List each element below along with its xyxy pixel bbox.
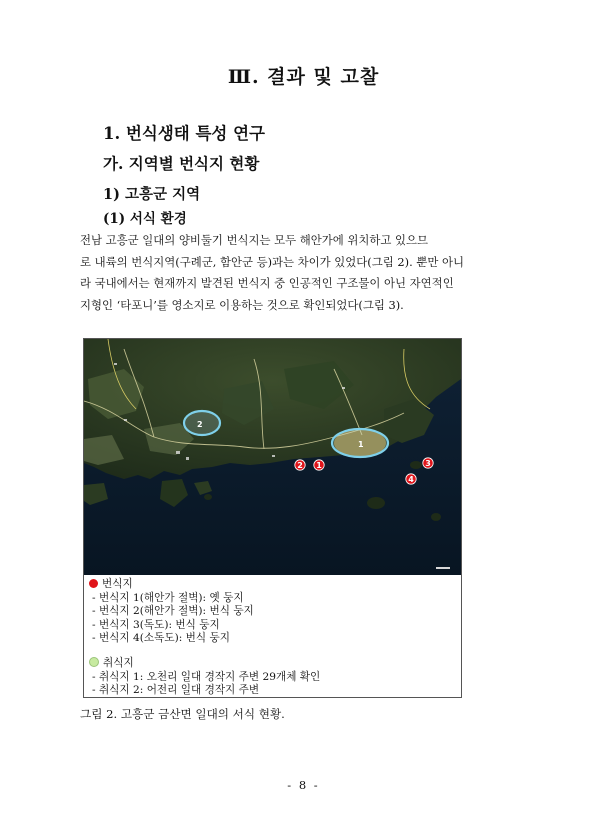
breeding-marker-1 bbox=[314, 460, 324, 470]
red-dot-icon bbox=[89, 579, 98, 588]
body-line: 라 국내에서는 현재까지 발견된 번식지 중 인공적인 구조물이 아닌 자연적인 bbox=[80, 276, 454, 290]
legend-item: - 번식지 4(소독도): 번식 둥지 bbox=[92, 632, 230, 645]
breeding-marker-2 bbox=[295, 460, 305, 470]
foraging-label-1: 1 bbox=[358, 440, 364, 449]
legend-item: - 번식지 3(독도): 번식 둥지 bbox=[92, 618, 220, 631]
figure-frame bbox=[83, 338, 462, 698]
satellite-map bbox=[84, 339, 461, 575]
map-image bbox=[84, 339, 461, 575]
breeding-marker-3 bbox=[423, 458, 433, 468]
svg-text:4: 4 bbox=[408, 475, 414, 484]
svg-text:2: 2 bbox=[297, 461, 303, 470]
legend-breeding-title: 번식지 bbox=[89, 578, 455, 592]
legend-item: - 번식지 1(해안가 절벽): 옛 둥지 bbox=[92, 591, 244, 604]
svg-text:3: 3 bbox=[425, 459, 431, 468]
section-heading-3: 1) 고흥군 지역 bbox=[103, 186, 201, 203]
breeding-marker-4 bbox=[406, 474, 416, 484]
svg-text:1: 1 bbox=[316, 461, 322, 470]
section-heading-4: (1) 서식 환경 bbox=[103, 211, 187, 227]
body-paragraph bbox=[80, 230, 534, 316]
page-number: - 8 - bbox=[287, 778, 320, 792]
section-heading-2: 가. 지역별 번식지 현황 bbox=[103, 154, 260, 173]
legend-item: - 취식지 1: 오천리 일대 경작지 주변 29개체 확인 bbox=[92, 670, 321, 683]
foraging-label-2: 2 bbox=[197, 420, 203, 429]
legend-item: - 번식지 2(해안가 절벽): 번식 둥지 bbox=[92, 605, 254, 618]
body-line: 전남 고흥군 일대의 양비둘기 번식지는 모두 해안가에 위치하고 있으므 bbox=[80, 233, 429, 247]
green-dot-icon bbox=[89, 657, 99, 667]
map-legend bbox=[89, 578, 455, 698]
body-line: 로 내륙의 번식지역(구례군, 함안군 등)과는 차이가 있었다(그림 2). 뿐만 아니 bbox=[80, 254, 464, 269]
legend-foraging-title: 취식지 bbox=[89, 657, 455, 671]
section-heading-1: 1. 번식생태 특성 연구 bbox=[103, 124, 265, 143]
body-line: 지형인 ‘타포니’를 영소지로 이용하는 것으로 확인되었다(그림 3). bbox=[80, 297, 404, 312]
figure-caption: 그림 2. 고흥군 금산면 일대의 서식 현황. bbox=[80, 707, 285, 721]
scale-bar bbox=[436, 567, 450, 569]
chapter-title: Ⅲ. 결과 및 고찰 bbox=[227, 66, 380, 88]
legend-item: - 취식지 2: 어전리 일대 경작지 주변 bbox=[92, 684, 260, 697]
